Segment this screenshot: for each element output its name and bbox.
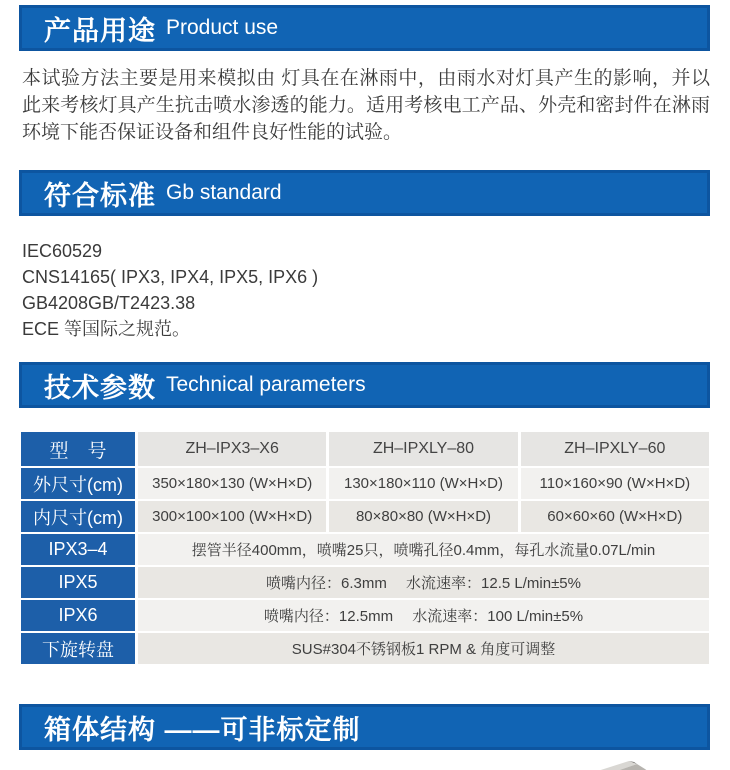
table-row-ipx5	[21, 567, 709, 598]
section-header-cabinet-structure	[19, 704, 710, 750]
row-header-model: 型 号	[21, 432, 135, 466]
spec-value-cell: 130×180×110 (W×H×D)	[329, 468, 517, 499]
parameters-title-en: Technical parameters	[166, 373, 366, 396]
spec-value-cell: 摆管半径400mm，喷嘴25只，喷嘴孔径0.4mm，每孔水流量0.07L/min	[138, 534, 709, 565]
section-header-product-use	[19, 5, 710, 51]
standard-item: IEC60529	[22, 241, 103, 261]
spec-value-cell: 350×180×130 (W×H×D)	[138, 468, 326, 499]
section-header-gb-standard	[19, 170, 710, 216]
structure-title-zh: 箱体结构 ——可非标定制	[44, 714, 361, 745]
row-header: 内尺寸(cm)	[21, 501, 135, 532]
standard-item: CNS14165( IPX3, IPX4, IPX5, IPX6 )	[22, 267, 319, 287]
row-header: IPX5	[21, 567, 135, 598]
spec-value-cell: 80×80×80 (W×H×D)	[329, 501, 517, 532]
row-header: 下旋转盘	[21, 633, 135, 664]
machine-top-edge-image	[585, 759, 665, 770]
spec-value-cell: 300×100×100 (W×H×D)	[138, 501, 326, 532]
standards-title-en: Gb standard	[166, 181, 282, 204]
table-row-ipx6	[21, 600, 709, 631]
table-row-outer-size	[21, 468, 709, 499]
product-detail-page	[0, 5, 730, 770]
spec-value-cell: 110×160×90 (W×H×D)	[521, 468, 709, 499]
spec-value-cell: 喷嘴内径：6.3mm 水流速率：12.5 L/min±5%	[138, 567, 709, 598]
table-row-inner-size	[21, 501, 709, 532]
product-use-title-en: Product use	[166, 16, 279, 39]
spec-value-cell: 喷嘴内径：12.5mm 水流速率：100 L/min±5%	[138, 600, 709, 631]
model-name-cell: ZH–IPX3–X6	[138, 432, 326, 466]
parameters-title-zh: 技术参数	[44, 372, 156, 403]
spec-value-cell: SUS#304不锈钢板1 RPM & 角度可调整	[138, 633, 709, 664]
table-row-models	[21, 432, 709, 466]
model-name-cell: ZH–IPXLY–80	[329, 432, 517, 466]
model-name-cell: ZH–IPXLY–60	[521, 432, 709, 466]
standards-title-zh: 符合标准	[44, 180, 156, 211]
spec-value-cell: 60×60×60 (W×H×D)	[521, 501, 709, 532]
section-header-technical-parameters	[19, 362, 710, 408]
standards-list	[22, 238, 710, 342]
standard-item: ECE 等国际之规范。	[22, 319, 191, 339]
product-use-title-zh: 产品用途	[44, 15, 156, 46]
equipment-photo-partial	[0, 755, 730, 770]
product-use-paragraph: 本试验方法主要是用来模拟由 灯具在在淋雨中，由雨水对灯具产生的影响，并以此来考核灯具产生抗击喷水渗透的能力。适用考核电工产品、外壳和密封件在淋雨环境下能否保证设备和组件良好性能的试验。	[22, 68, 710, 143]
table-row-turntable	[21, 633, 709, 664]
row-header: IPX6	[21, 600, 135, 631]
row-header: IPX3–4	[21, 534, 135, 565]
parameters-table	[18, 430, 712, 666]
table-row-ipx3-4	[21, 534, 709, 565]
standard-item: GB4208GB/T2423.38	[22, 293, 196, 313]
row-header: 外尺寸(cm)	[21, 468, 135, 499]
